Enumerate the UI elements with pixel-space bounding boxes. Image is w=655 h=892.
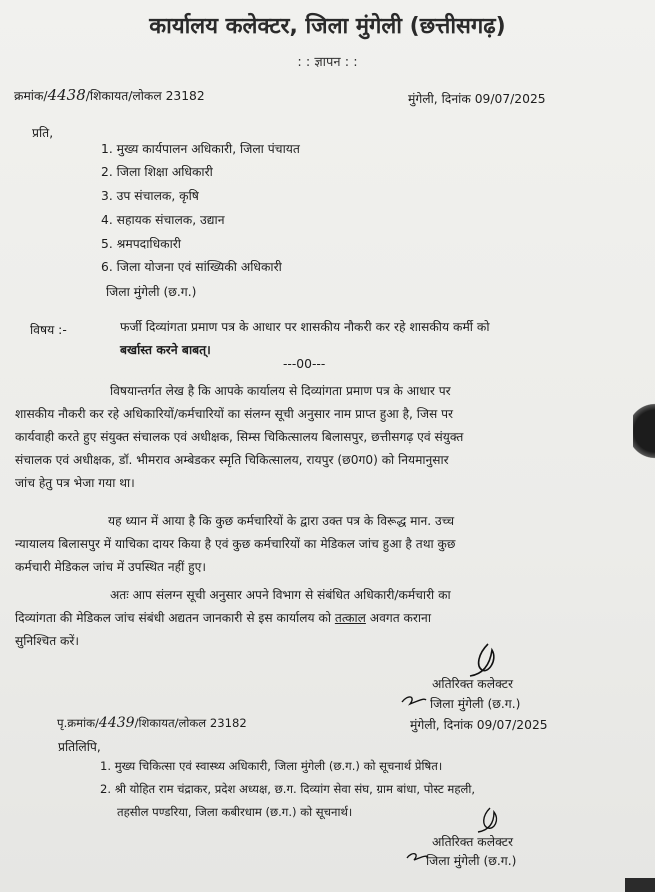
scan-edge-mark (633, 400, 655, 462)
to-label: प्रति, (32, 126, 54, 140)
paragraph-line: शासकीय नौकरी कर रहे अधिकारियों/कर्मचारियों का संलग्न सूची अनुसार नाम प्राप्त हुआ है, जिस पर (15, 407, 454, 421)
reference-prefix: क्रमांक/ (14, 89, 48, 103)
recipient-item: 3. उप संचालक, कृषि (101, 189, 199, 203)
endorsement-handwritten-number: 4439 (98, 715, 135, 731)
paragraph-3-cont (15, 607, 625, 653)
recipients-district: जिला मुंगेली (छ.ग.) (106, 285, 197, 299)
memo-heading: : : ज्ञापन : : (297, 55, 358, 70)
copy-label: प्रतिलिपि, (58, 740, 101, 754)
paragraph-line: अतः आप संलग्न सूची अनुसार अपने विभाग से संबंधित अधिकारी/कर्मचारी का (110, 588, 451, 602)
paragraph-1 (60, 380, 620, 403)
office-title: कार्यालय कलेक्टर, जिला मुंगेली (छत्तीसगढ़) (149, 14, 506, 39)
subject-line: बर्खास्त करने बाबत्। (120, 343, 211, 357)
endorsement-number (57, 715, 247, 731)
recipient-item: 4. सहायक संचालक, उद्यान (101, 213, 225, 227)
paragraph-line: यह ध्यान में आया है कि कुछ कर्मचारियों के द्वारा उक्त पत्र के विरूद्ध मान. उच्च (108, 514, 455, 528)
paragraph-line: कार्यवाही करते हुए संयुक्त संचालक एवं अधीक्षक, सिम्स चिकित्सालय बिलासपुर, छत्तीसगढ़ एवं संयुक्त (15, 430, 464, 444)
signature-2-district: जिला मुंगेली (छ.ग.) (426, 854, 517, 868)
recipient-item: 6. जिला योजना एवं सांख्यिकी अधिकारी (101, 260, 282, 274)
paragraph-3 (60, 584, 620, 607)
endorsement-suffix: /शिकायत/लोकल 23182 (134, 716, 247, 730)
recipient-item: 1. मुख्य कार्यपालन अधिकारी, जिला पंचायत (101, 142, 300, 156)
signature-1-initial (398, 688, 428, 710)
paragraph-text: अवगत कराना (369, 611, 431, 625)
subject-label: विषय :- (30, 323, 67, 337)
scan-corner (625, 878, 655, 892)
issue-date-label: मुंगेली, दिनांक (408, 92, 471, 106)
paragraph-2-cont (15, 533, 625, 579)
endorsement-prefix: पृ.क्रमांक/ (57, 716, 99, 730)
recipient-item: 2. जिला शिक्षा अधिकारी (101, 165, 213, 179)
paragraph-2 (60, 510, 620, 533)
signature-1-mark (458, 640, 518, 680)
paragraph-line: संचालक एवं अधीक्षक, डॉ. भीमराव अम्बेडकर स्मृति चिकित्सालय, रायपुर (छ0ग0) को नियमानुसार (15, 453, 449, 467)
reference-handwritten-number: 4438 (47, 86, 86, 104)
endorsement-date-label: मुंगेली, दिनांक (410, 718, 473, 732)
paragraph-1-cont (15, 403, 625, 495)
urgent-word: तत्काल (334, 611, 366, 625)
divider: ---00--- (283, 357, 326, 371)
copy-item: तहसील पण्डरिया, जिला कबीरधाम (छ.ग.) को सूचनार्थ। (117, 805, 353, 819)
copy-item: 1. मुख्य चिकित्सा एवं स्वास्थ्य अधिकारी, जिला मुंगेली (छ.ग.) को सूचनार्थ प्रेषित। (100, 759, 443, 773)
signature-2-mark (468, 806, 518, 836)
issue-date-value: 09/07/2025 (474, 92, 546, 106)
paragraph-text: दिव्यांगता की मेडिकल जांच संबंधी अद्यतन जानकारी से इस कार्यालय को (15, 611, 331, 625)
recipient-item: 5. श्रमपदाधिकारी (101, 237, 181, 251)
subject-line: फर्जी दिव्यांगता प्रमाण पत्र के आधार पर शासकीय नौकरी कर रहे शासकीय कर्मी को (120, 320, 490, 334)
signature-1-designation: अतिरिक्त कलेक्टर (432, 677, 514, 691)
paragraph-line: न्यायालय बिलासपुर में याचिका दायर किया है एवं कुछ कर्मचारियों का मेडिकल जांच हुआ है तथा कुछ (15, 537, 456, 551)
issue-date (408, 90, 546, 107)
endorsement-date-value: 09/07/2025 (476, 718, 548, 732)
paragraph-line: विषयान्तर्गत लेख है कि आपके कार्यालय से दिव्यांगता प्रमाण पत्र के आधार पर (110, 384, 451, 398)
signature-2-designation: अतिरिक्त कलेक्टर (432, 835, 514, 849)
paragraph-line: जांच हेतु पत्र भेजा गया था। (15, 476, 135, 490)
paragraph-line (15, 607, 625, 630)
copy-item: 2. श्री योहित राम चंद्राकर, प्रदेश अध्यक्ष, छ.ग. दिव्यांग सेवा संघ, ग्राम बांधा, पोस्ट महली, (100, 782, 476, 796)
paragraph-line: कर्मचारी मेडिकल जांच में उपस्थित नहीं हुए। (15, 560, 206, 574)
reference-number (14, 86, 205, 104)
signature-1-district: जिला मुंगेली (छ.ग.) (430, 697, 521, 711)
paragraph-line: सुनिश्चित करें। (15, 634, 80, 648)
endorsement-date (410, 716, 548, 733)
reference-suffix: /शिकायत/लोकल 23182 (85, 89, 205, 103)
